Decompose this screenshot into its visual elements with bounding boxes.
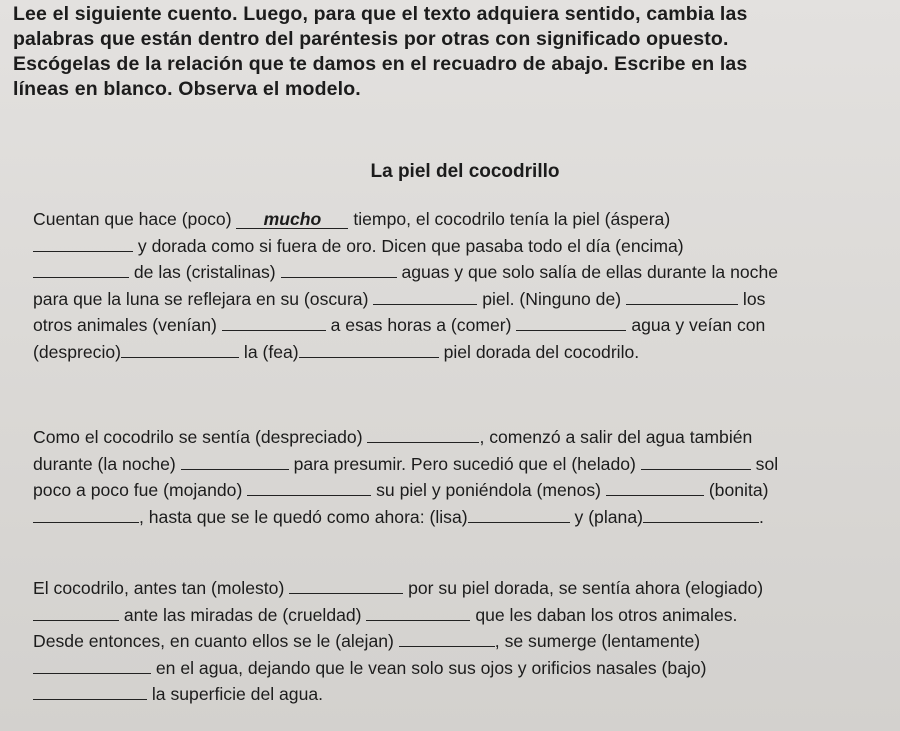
story-line xyxy=(33,602,883,629)
answer-blank[interactable] xyxy=(606,477,704,496)
story-paragraph-3 xyxy=(33,575,883,708)
story-paragraph-2 xyxy=(33,424,883,530)
story-line xyxy=(33,339,883,366)
answer-blank[interactable] xyxy=(399,628,495,647)
answer-blank[interactable] xyxy=(181,451,289,470)
story-line xyxy=(33,233,883,260)
story-text: Desde entonces, en cuanto ellos se le (alejan) xyxy=(33,631,394,651)
story-text: (bonita) xyxy=(708,480,769,500)
answer-blank[interactable] xyxy=(468,504,570,523)
story-text: sol xyxy=(755,453,779,474)
story-line xyxy=(33,451,883,478)
story-text: para que la luna se reflejara en su (oscura) xyxy=(33,288,369,309)
story-line xyxy=(33,504,883,531)
story-text: ante las miradas de (crueldad) xyxy=(123,604,362,625)
story-line xyxy=(33,628,883,655)
story-text: de las (cristalinas) xyxy=(133,262,276,282)
story-text: piel dorada del cocodrilo. xyxy=(443,341,640,362)
answer-blank[interactable] xyxy=(121,339,239,358)
story-text: por su piel dorada, se sentía ahora (elogiado) xyxy=(408,578,764,598)
story-text: en el agua, dejando que le vean solo sus ojos y orificios nasales (bajo) xyxy=(155,657,707,678)
story-paragraph-1 xyxy=(33,206,883,365)
instruction-line: palabras que están dentro del paréntesis por otras con significado opuesto. xyxy=(13,28,729,50)
instruction-line: líneas en blanco. Observa el modelo. xyxy=(13,78,361,100)
story-line xyxy=(33,424,883,451)
story-line xyxy=(33,655,883,682)
answer-blank[interactable] xyxy=(281,259,397,278)
story-text: la superficie del agua. xyxy=(151,684,324,704)
story-text: su piel y poniéndola (menos) xyxy=(376,480,602,500)
story-text: . xyxy=(758,506,764,527)
story-title: La piel del cocodrillo xyxy=(370,161,560,182)
story-text: que les daban los otros animales. xyxy=(475,604,738,625)
answer-blank[interactable] xyxy=(33,681,147,700)
story-text: a esas horas a (comer) xyxy=(330,315,512,335)
answer-blank[interactable] xyxy=(641,451,751,470)
answer-blank[interactable] xyxy=(33,233,133,252)
instruction-line: Lee el siguiente cuento. Luego, para que el texto adquiera sentido, cambia las xyxy=(13,3,748,25)
answer-blank[interactable] xyxy=(247,477,371,496)
answer-blank[interactable] xyxy=(289,575,403,594)
story-line xyxy=(33,286,883,313)
story-text: otros animales (venían) xyxy=(33,315,217,335)
story-text: Cuentan que hace (poco) xyxy=(33,209,232,229)
story-line xyxy=(33,477,883,504)
answer-blank[interactable] xyxy=(222,312,326,331)
story-text: tiempo, el cocodrilo tenía la piel (áspera) xyxy=(353,209,671,229)
story-text: y dorada como si fuera de oro. Dicen que pasaba todo el día (encima) xyxy=(137,235,684,256)
story-text: (desprecio) xyxy=(33,341,122,362)
story-line xyxy=(33,259,883,286)
story-text: la (fea) xyxy=(243,341,299,362)
story-text: Como el cocodrilo se sentía (despreciado) xyxy=(33,427,363,447)
answer-blank[interactable] xyxy=(626,286,738,305)
instruction-line: Escógelas de la relación que te damos en el recuadro de abajo. Escribe en las xyxy=(13,53,748,75)
answer-blank[interactable] xyxy=(516,312,626,331)
answer-blank[interactable] xyxy=(33,504,139,523)
story-line xyxy=(33,312,883,339)
story-text: aguas y que solo salía de ellas durante la noche xyxy=(401,262,779,282)
story-text: poco a poco fue (mojando) xyxy=(33,480,243,500)
story-text: y (plana) xyxy=(574,506,643,527)
story-text: , se sumerge (lentamente) xyxy=(494,631,701,651)
answer-blank[interactable] xyxy=(367,424,479,443)
story-text: El cocodrilo, antes tan (molesto) xyxy=(33,578,285,598)
story-text: los xyxy=(742,288,766,309)
story-text: agua y veían con xyxy=(631,315,766,335)
answer-blank[interactable] xyxy=(299,339,439,358)
answer-blank[interactable] xyxy=(33,602,119,621)
answer-blank[interactable] xyxy=(643,504,759,523)
story-line xyxy=(33,206,883,233)
instructions xyxy=(13,2,888,102)
story-text: , hasta que se le quedó como ahora: (lisa) xyxy=(139,506,468,527)
story-line xyxy=(33,681,883,708)
answer-blank[interactable] xyxy=(373,286,477,305)
story-text: durante (la noche) xyxy=(33,453,176,474)
story-text: piel. (Ninguno de) xyxy=(482,288,622,309)
answer-blank[interactable] xyxy=(33,259,129,278)
story-text: , comenzó a salir del agua también xyxy=(479,427,753,447)
story-text: para presumir. Pero sucedió que el (helado) xyxy=(293,453,636,474)
model-answer: mucho xyxy=(236,210,348,229)
answer-blank[interactable] xyxy=(366,602,470,621)
story-line xyxy=(33,575,883,602)
answer-blank[interactable] xyxy=(33,655,151,674)
